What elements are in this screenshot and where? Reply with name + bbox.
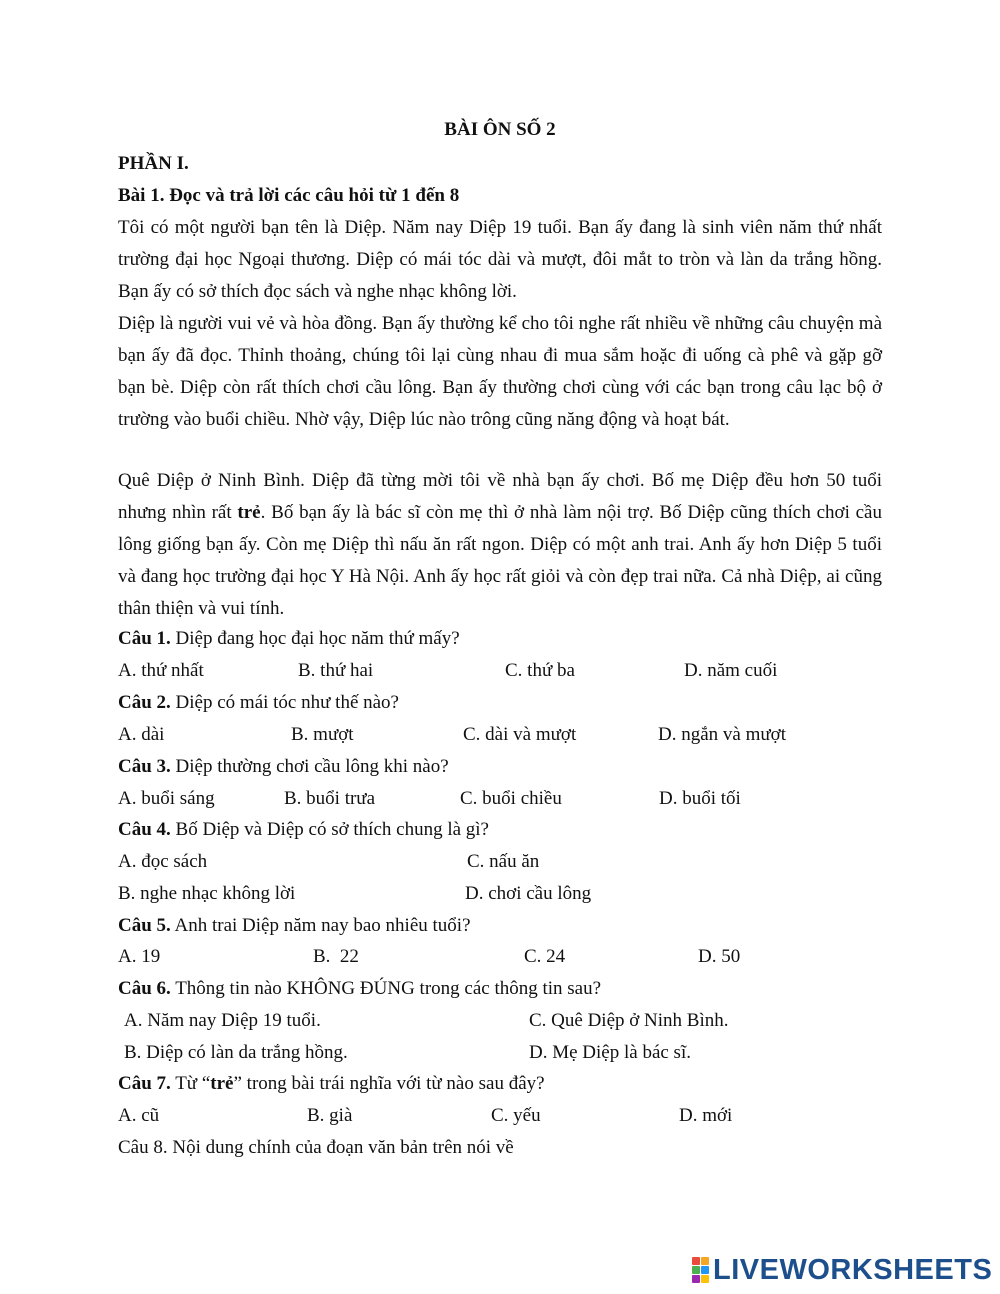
- question-3-option-d[interactable]: D. buổi tối: [659, 788, 741, 809]
- question-4-option-c[interactable]: C. nấu ăn: [467, 851, 540, 872]
- question-2-option-c[interactable]: C. dài và mượt: [463, 724, 577, 745]
- question-1-option-c[interactable]: C. thứ ba: [505, 660, 575, 681]
- question-3-option-b[interactable]: B. buổi trưa: [284, 788, 376, 809]
- question-2-option-a[interactable]: A. dài: [118, 724, 165, 745]
- question-1-option-d[interactable]: D. năm cuối: [684, 660, 778, 681]
- question-1: Câu 1. Diệp đang học đại học năm thứ mấy?: [118, 628, 460, 649]
- question-1-option-b[interactable]: B. thứ hai: [298, 660, 374, 681]
- question-3-option-a[interactable]: A. buổi sáng: [118, 788, 215, 809]
- question-6-option-b[interactable]: B. Diệp có làn da trắng hồng.: [124, 1042, 348, 1063]
- question-6-option-c[interactable]: C. Quê Diệp ở Ninh Bình.: [529, 1010, 729, 1031]
- question-5: Câu 5. Anh trai Diệp năm nay bao nhiêu tuổi?: [118, 915, 471, 936]
- question-2-option-d[interactable]: D. ngắn và mượt: [658, 724, 786, 745]
- logo-text: LIVEWORKSHEETS: [713, 1253, 993, 1286]
- part-heading: PHẦN I.: [118, 153, 189, 174]
- passage-paragraph-3: Quê Diệp ở Ninh Bình. Diệp đã từng mời tôi về nhà bạn ấy chơi. Bố mẹ Diệp đều hơn 50 tuổi nhưng nhìn rất trẻ. Bố bạn ấy là bác sĩ còn mẹ thì ở nhà làm nội trợ. Bố Diệp cũng thích chơi cầu lông giống bạn ấy. Còn mẹ Diệp thì nấu ăn rất ngon. Diệp có một anh trai. Anh ấy hơn Diệp 5 tuổi và đang học trường đại học Y Hà Nội. Anh ấy học rất giỏi và còn đẹp trai nữa. Cả nhà Diệp, ai cũng thân thiện và vui tính.: [118, 470, 882, 619]
- passage-paragraph-2: Diệp là người vui vẻ và hòa đồng. Bạn ấy thường kể cho tôi nghe rất nhiều về những câu chuyện mà bạn ấy đã đọc. Thỉnh thoảng, chúng tôi lại cùng nhau đi mua sắm hoặc đi uống cà phê và gặp gỡ bạn bè. Diệp còn rất thích chơi cầu lông. Bạn ấy thường chơi cùng với các bạn trong câu lạc bộ ở trường vào buổi chiều. Nhờ vậy, Diệp lúc nào trông cũng năng động và hoạt bát.: [118, 313, 882, 430]
- question-4-option-a[interactable]: A. đọc sách: [118, 851, 208, 872]
- question-3-option-c[interactable]: C. buổi chiều: [460, 788, 562, 809]
- question-5-option-c[interactable]: C. 24: [524, 946, 566, 967]
- question-7-option-c[interactable]: C. yếu: [491, 1105, 541, 1126]
- question-3: Câu 3. Diệp thường chơi cầu lông khi nào?: [118, 756, 449, 777]
- question-4-option-d[interactable]: D. chơi cầu lông: [465, 883, 592, 904]
- question-2-option-b[interactable]: B. mượt: [291, 724, 354, 745]
- highlighted-word: trẻ: [237, 502, 261, 523]
- question-7: Câu 7. Từ “trẻ” trong bài trái nghĩa với từ nào sau đây?: [118, 1073, 545, 1094]
- question-4: Câu 4. Bố Diệp và Diệp có sở thích chung là gì?: [118, 819, 489, 840]
- question-7-option-a[interactable]: A. cũ: [118, 1105, 160, 1126]
- question-6-option-d[interactable]: D. Mẹ Diệp là bác sĩ.: [529, 1042, 691, 1063]
- question-6: Câu 6. Thông tin nào KHÔNG ĐÚNG trong các thông tin sau?: [118, 978, 602, 999]
- logo-blocks-icon: [692, 1257, 709, 1283]
- question-6-option-a[interactable]: A. Năm nay Diệp 19 tuổi.: [124, 1010, 321, 1031]
- exercise-heading: Bài 1. Đọc và trả lời các câu hỏi từ 1 đến 8: [118, 185, 460, 206]
- question-8: Câu 8. Nội dung chính của đoạn văn bản trên nói về: [118, 1137, 514, 1158]
- question-1-option-a[interactable]: A. thứ nhất: [118, 660, 204, 681]
- question-5-option-b[interactable]: B. 22: [313, 946, 359, 967]
- question-4-option-b[interactable]: B. nghe nhạc không lời: [118, 883, 296, 904]
- passage-paragraph-1: Tôi có một người bạn tên là Diệp. Năm nay Diệp 19 tuổi. Bạn ấy đang là sinh viên năm thứ nhất trường đại học Ngoại thương. Diệp có mái tóc dài và mượt, đôi mắt to tròn và làn da trắng hồng. Bạn ấy có sở thích đọc sách và nghe nhạc không lời.: [118, 217, 882, 302]
- question-5-option-a[interactable]: A. 19: [118, 946, 161, 967]
- question-5-option-d[interactable]: D. 50: [698, 946, 741, 967]
- page-title: BÀI ÔN SỐ 2: [444, 119, 556, 140]
- liveworksheets-logo: [692, 1253, 992, 1287]
- question-7-option-b[interactable]: B. già: [307, 1105, 353, 1126]
- question-2: Câu 2. Diệp có mái tóc như thế nào?: [118, 692, 399, 713]
- question-7-option-d[interactable]: D. mới: [679, 1105, 733, 1126]
